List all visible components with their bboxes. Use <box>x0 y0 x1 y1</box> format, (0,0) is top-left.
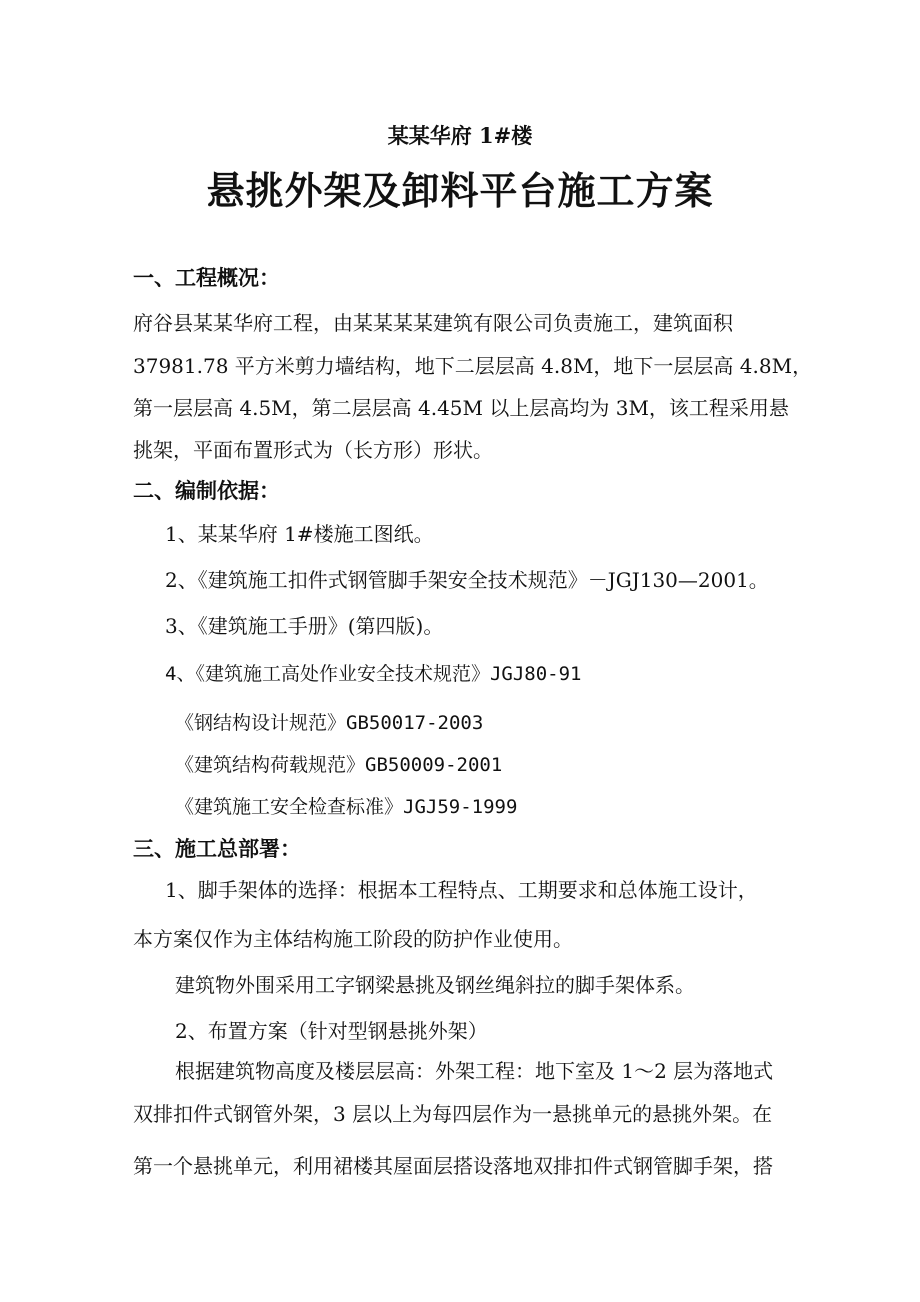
overview-line: 府谷县某某华府工程，由某某某某建筑有限公司负责施工，建筑面积 <box>133 311 733 335</box>
basis-item: 3、《建筑施工手册》(第四版)。 <box>165 614 444 638</box>
deployment-line: 本方案仅作为主体结构施工阶段的防护作业使用。 <box>133 927 573 951</box>
deployment-line: 第一个悬挑单元，利用裙楼其屋面层搭设落地双排扣件式钢管脚手架，搭 <box>133 1154 773 1178</box>
deployment-line: 双排扣件式钢管外架，3 层以上为每四层作为一悬挑单元的悬挑外架。在 <box>133 1102 773 1126</box>
deployment-line: 2、布置方案（针对型钢悬挑外架） <box>175 1019 488 1043</box>
overview-line: 37981.78 平方米剪力墙结构，地下二层层高 4.8M，地下一层层高 4.8M， <box>133 354 813 378</box>
deployment-line: 1、脚手架体的选择：根据本工程特点、工期要求和总体施工设计， <box>165 878 758 902</box>
basis-item: 2、《建筑施工扣件式钢管脚手架安全技术规范》－JGJ130—2001。 <box>165 568 769 592</box>
basis-extra: 《建筑结构荷载规范》GB50009-2001 <box>175 754 503 776</box>
section-heading-overview: 一、工程概况： <box>133 265 280 290</box>
deployment-line: 建筑物外围采用工字钢梁悬挑及钢丝绳斜拉的脚手架体系。 <box>175 973 695 997</box>
basis-extra: 《钢结构设计规范》GB50017-2003 <box>175 712 484 734</box>
basis-item: 4、《建筑施工高处作业安全技术规范》JGJ80-91 <box>165 663 582 685</box>
section-heading-basis: 二、编制依据： <box>133 478 280 503</box>
section-heading-deployment: 三、施工总部署： <box>133 836 301 861</box>
document-subtitle: 某某华府 1#楼 <box>387 123 533 148</box>
basis-extra: 《建筑施工安全检查标准》JGJ59-1999 <box>175 796 518 818</box>
overview-line: 第一层层高 4.5M，第二层层高 4.45M 以上层高均为 3M，该工程采用悬 <box>133 396 789 420</box>
document-title: 悬挑外架及卸料平台施工方案 <box>206 168 714 213</box>
basis-item: 1、某某华府 1#楼施工图纸。 <box>165 522 434 546</box>
deployment-line: 根据建筑物高度及楼层层高：外架工程：地下室及 1～2 层为落地式 <box>175 1059 774 1083</box>
overview-line: 挑架，平面布置形式为（长方形）形状。 <box>133 438 493 462</box>
